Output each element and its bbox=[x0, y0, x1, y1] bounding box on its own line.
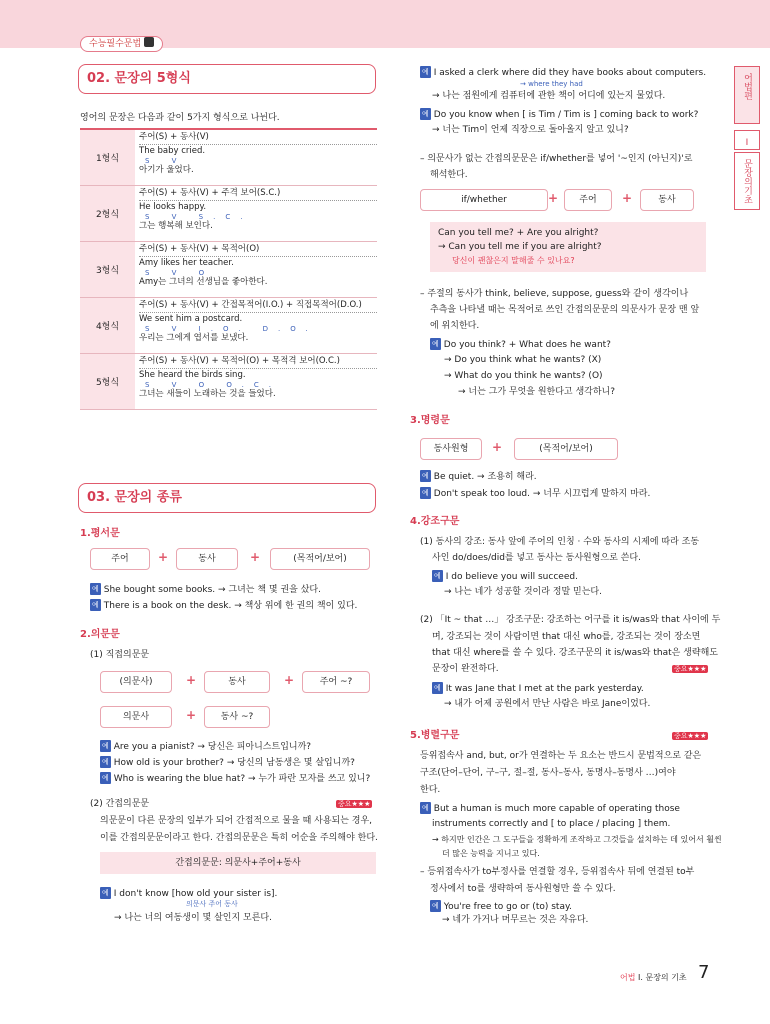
desc: 추측을 나타낼 때는 목적어로 쓰인 간접의문문의 의문사가 문장 맨 앞 bbox=[430, 305, 700, 315]
translation: 더 많은 능력을 지니고 있다. bbox=[442, 849, 540, 858]
ex-badge: 예 bbox=[102, 774, 109, 782]
row-label: 3형식 bbox=[80, 242, 135, 297]
box-verb2: 동사 ~? bbox=[204, 706, 270, 728]
ex-badge: 예 bbox=[434, 572, 441, 580]
example-2 bbox=[90, 599, 357, 612]
important-badge bbox=[672, 663, 708, 675]
formula: 주어(S) + 동사(V) + 목적어(O) + 목적격 보어(O.C.) bbox=[139, 356, 377, 369]
example: → What do you think he wants? (O) bbox=[444, 371, 603, 381]
translation: → 너는 그가 무엇을 원한다고 생각하니? bbox=[458, 387, 616, 397]
table-row bbox=[80, 242, 377, 298]
plus-sign: + bbox=[548, 191, 559, 205]
box-base-verb: 동사원형 bbox=[420, 438, 482, 460]
parts: S V O O.C. bbox=[145, 381, 281, 389]
ex-text: But a human is much more capable of operating those bbox=[433, 804, 680, 814]
important-label: 중요★★★ bbox=[338, 800, 371, 808]
example-1 bbox=[90, 583, 321, 596]
ex-badge: 예 bbox=[422, 804, 429, 812]
side-tab-basics[interactable]: 문장의기초 bbox=[734, 152, 760, 210]
example bbox=[420, 802, 680, 815]
ex-text: Who is wearing the blue hat? → 누가 파란 모자를 쓰고 있니? bbox=[113, 774, 371, 784]
row-label: 1형식 bbox=[80, 130, 135, 185]
row-label: 5형식 bbox=[80, 354, 135, 409]
plus-sign: + bbox=[284, 673, 295, 687]
indirect-desc-1: 의문문이 다른 문장의 일부가 되어 간접적으로 물을 때 사용되는 경우, bbox=[100, 816, 373, 826]
table-row bbox=[80, 130, 377, 186]
heading-parallel: 5.병렬구문 bbox=[410, 730, 460, 741]
sub-direct: (1) 직접의문문 bbox=[90, 650, 150, 660]
box-verb: 동사 bbox=[176, 548, 238, 570]
translation: → 나는 너의 여동생이 몇 살인지 모른다. bbox=[114, 913, 272, 923]
example: The baby cried. bbox=[139, 146, 206, 156]
desc: 정사에서 to를 생략하여 동사원형만 쓸 수 있다. bbox=[430, 884, 616, 894]
example: instruments correctly and [ to place / placing ] them. bbox=[432, 819, 671, 829]
ex-badge: 예 bbox=[92, 585, 99, 593]
ex-text: There is a book on the desk. → 책상 위에 한 권의 책이 있다. bbox=[103, 601, 358, 611]
section-title-02: 02. 문장의 5형식 bbox=[78, 64, 376, 94]
example bbox=[420, 470, 537, 483]
example: She heard the birds sing. bbox=[139, 370, 246, 380]
desc: 해석한다. bbox=[430, 170, 468, 180]
desc: 한다. bbox=[420, 785, 441, 795]
ex-text: How old is your brother? → 당신의 남동생은 몇 살입니까? bbox=[113, 758, 355, 768]
example bbox=[100, 887, 277, 900]
example: We sent him a postcard. bbox=[139, 314, 243, 324]
book-tag: 수능필수문법 bbox=[80, 36, 163, 52]
translation: → 나는 네가 성공할 것이라 정말 믿는다. bbox=[444, 587, 602, 597]
important-badge bbox=[672, 730, 708, 742]
formula: 주어(S) + 동사(V) bbox=[139, 132, 377, 145]
parts: S V S.C. bbox=[145, 213, 253, 221]
desc: (2) 「It ~ that …」 강조구문: 강조하는 어구를 it is/was와 that 사이에 두 bbox=[420, 615, 721, 625]
row-label: 2형식 bbox=[80, 186, 135, 241]
parts: 의문사 주어 동사 bbox=[186, 900, 238, 908]
important-label: 중요★★★ bbox=[674, 665, 707, 673]
example bbox=[432, 570, 578, 583]
ex-badge: 예 bbox=[102, 758, 109, 766]
side-tab-roman[interactable]: I bbox=[734, 130, 760, 150]
note: → where they had bbox=[520, 80, 583, 88]
example bbox=[420, 487, 650, 500]
ex-badge: 예 bbox=[434, 684, 441, 692]
box-wh2: 의문사 bbox=[100, 706, 172, 728]
ex-badge: 예 bbox=[102, 889, 109, 897]
box-subject: 주어 bbox=[564, 189, 612, 211]
note-line: → Can you tell me if you are alright? bbox=[438, 242, 602, 252]
example bbox=[430, 900, 572, 913]
desc: – 등위접속사가 to부정사를 연결할 경우, 등위접속사 뒤에 연결된 to부 bbox=[420, 867, 695, 877]
translation: → 나는 점원에게 컴퓨터에 관한 책이 어디에 있는지 물었다. bbox=[432, 91, 666, 101]
ex-text: I do believe you will succeed. bbox=[445, 572, 578, 582]
example bbox=[430, 338, 611, 351]
translation: 그녀는 새들이 노래하는 것을 들었다. bbox=[139, 389, 276, 399]
ex-badge: 예 bbox=[422, 472, 429, 480]
plus-sign: + bbox=[622, 191, 633, 205]
example bbox=[100, 772, 370, 785]
ex-badge: 예 bbox=[422, 489, 429, 497]
example bbox=[420, 108, 698, 121]
indirect-desc-2: 이를 간접의문문이라고 한다. 간접의문문은 특히 어순을 주의해야 한다. bbox=[100, 833, 378, 843]
translation: 우리는 그에게 엽서를 보냈다. bbox=[139, 333, 249, 343]
plus-sign: + bbox=[186, 708, 197, 722]
ex-text: You're free to go or (to) stay. bbox=[443, 902, 572, 912]
box-verb: 동사 bbox=[640, 189, 694, 211]
table-row bbox=[80, 354, 377, 410]
desc: 문장이 완전하다. bbox=[432, 664, 499, 674]
box-ifwhether: if/whether bbox=[420, 189, 548, 211]
ex-text: I asked a clerk where did they have books about computers. bbox=[433, 68, 707, 78]
heading-declarative: 1.평서문 bbox=[80, 528, 120, 539]
ex-text: Don't speak too loud. → 너무 시끄럽게 말하지 마라. bbox=[433, 489, 651, 499]
ex-badge: 예 bbox=[92, 601, 99, 609]
translation: → 하지만 인간은 그 도구들을 정확하게 조작하고 그것들을 설치하는 데 있어서 훨씬 bbox=[432, 835, 722, 844]
desc: 에 위치한다. bbox=[430, 321, 480, 331]
ex-text: Do you know when [ is Tim / Tim is ] coming back to work? bbox=[433, 110, 699, 120]
desc: (1) 동사의 강조: 동사 앞에 주어의 인칭 · 수와 동사의 시제에 따라 조동 bbox=[420, 537, 700, 547]
example: → Do you think what he wants? (X) bbox=[444, 355, 602, 365]
plus-sign: + bbox=[250, 550, 261, 564]
box-verb: 동사 bbox=[204, 671, 270, 693]
s02-intro: 영어의 문장은 다음과 같이 5가지 형식으로 나뉜다. bbox=[80, 113, 280, 123]
ex-text: It was Jane that I met at the park yesterday. bbox=[445, 684, 644, 694]
formula: 주어(S) + 동사(V) + 간접목적어(I.O.) + 직접목적어(D.O.) bbox=[139, 300, 377, 313]
note-trans: 당신이 괜찮은지 말해줄 수 있나요? bbox=[452, 256, 575, 265]
heading-emphasis: 4.강조구문 bbox=[410, 516, 460, 527]
translation: → 너는 Tim이 언제 직장으로 돌아올지 알고 있니? bbox=[432, 125, 629, 135]
side-tab-grammar[interactable]: 어법편 bbox=[734, 66, 760, 124]
parts: S V O bbox=[145, 269, 215, 277]
heading-imperative: 3.명령문 bbox=[410, 415, 450, 426]
desc: that 대신 where를 쓸 수 있다. 강조구문의 it is/was와 that은 생략해도 bbox=[432, 648, 718, 658]
box-wh: (의문사) bbox=[100, 671, 172, 693]
desc: 구조(단어–단어, 구–구, 절–절, 동사–동사, 동명사–동명사 …)여야 bbox=[420, 768, 676, 778]
formula: 주어(S) + 동사(V) + 주격 보어(S.C.) bbox=[139, 188, 377, 201]
ex-text: Be quiet. → 조용히 해라. bbox=[433, 472, 537, 482]
formula: 주어(S) + 동사(V) + 목적어(O) bbox=[139, 244, 377, 257]
sub-indirect: (2) 간접의문문 bbox=[90, 799, 150, 809]
sentence-forms-table bbox=[80, 128, 377, 410]
example bbox=[100, 756, 355, 769]
example bbox=[100, 740, 311, 753]
ex-text: I don't know [how old your sister is]. bbox=[113, 889, 278, 899]
ex-text: She bought some books. → 그녀는 책 몇 권을 샀다. bbox=[103, 585, 321, 595]
ex-text: Do you think? + What does he want? bbox=[443, 340, 611, 350]
box-object: (목적어/보어) bbox=[270, 548, 370, 570]
heading-interrogative: 2.의문문 bbox=[80, 629, 120, 640]
note-line: Can you tell me? + Are you alright? bbox=[438, 228, 599, 238]
box-subject: 주어 ~? bbox=[302, 671, 370, 693]
important-badge bbox=[336, 798, 372, 810]
box-subject: 주어 bbox=[90, 548, 150, 570]
indirect-formula: 간접의문문: 의문사+주어+동사 bbox=[100, 852, 376, 874]
row-label: 4형식 bbox=[80, 298, 135, 353]
table-row bbox=[80, 186, 377, 242]
desc: – 의문사가 없는 간접의문문은 if/whether를 넣어 '~인지 (아닌지)'로 bbox=[420, 154, 693, 164]
plus-sign: + bbox=[158, 550, 169, 564]
ex-badge: 예 bbox=[432, 340, 439, 348]
ex-text: Are you a pianist? → 당신은 피아니스트입니까? bbox=[113, 742, 312, 752]
important-label: 중요★★★ bbox=[674, 732, 707, 740]
section-title-03: 03. 문장의 종류 bbox=[78, 483, 376, 513]
plus-sign: + bbox=[492, 440, 503, 454]
desc: 사인 do/does/did를 넣고 동사는 동사원형으로 쓴다. bbox=[432, 553, 641, 563]
desc: – 주절의 동사가 think, believe, suppose, guess와 같이 생각이나 bbox=[420, 289, 689, 299]
parts: S V bbox=[145, 157, 187, 165]
ex-badge: 예 bbox=[102, 742, 109, 750]
desc: 며, 강조되는 것이 사람이면 that 대신 who를, 강조되는 것이 장소면 bbox=[432, 632, 701, 642]
book-icon bbox=[144, 37, 154, 47]
plus-sign: + bbox=[186, 673, 197, 687]
translation: 그는 행복해 보인다. bbox=[139, 221, 213, 231]
ex-badge: 예 bbox=[422, 110, 429, 118]
translation: → 네가 가거나 머무르는 것은 자유다. bbox=[442, 915, 589, 925]
ex-badge: 예 bbox=[422, 68, 429, 76]
translation: Amy는 그녀의 선생님을 좋아한다. bbox=[139, 277, 268, 287]
example bbox=[432, 682, 644, 695]
example: He looks happy. bbox=[139, 202, 207, 212]
desc: 등위접속사 and, but, or가 연결하는 두 요소는 반드시 문법적으로 같은 bbox=[420, 751, 702, 761]
parts: S V I.O. D.O. bbox=[145, 325, 318, 333]
translation: 아기가 울었다. bbox=[139, 165, 194, 175]
page-number: 7 bbox=[698, 962, 710, 983]
ex-badge: 예 bbox=[432, 902, 439, 910]
box-object: (목적어/보어) bbox=[514, 438, 618, 460]
ifwhether-example bbox=[430, 222, 706, 272]
translation: → 내가 어제 공원에서 만난 사람은 바로 Jane이었다. bbox=[444, 699, 651, 709]
example: Amy likes her teacher. bbox=[139, 258, 234, 268]
footer-label: 어법 I. 문장의 기초 bbox=[620, 973, 687, 982]
table-row bbox=[80, 298, 377, 354]
